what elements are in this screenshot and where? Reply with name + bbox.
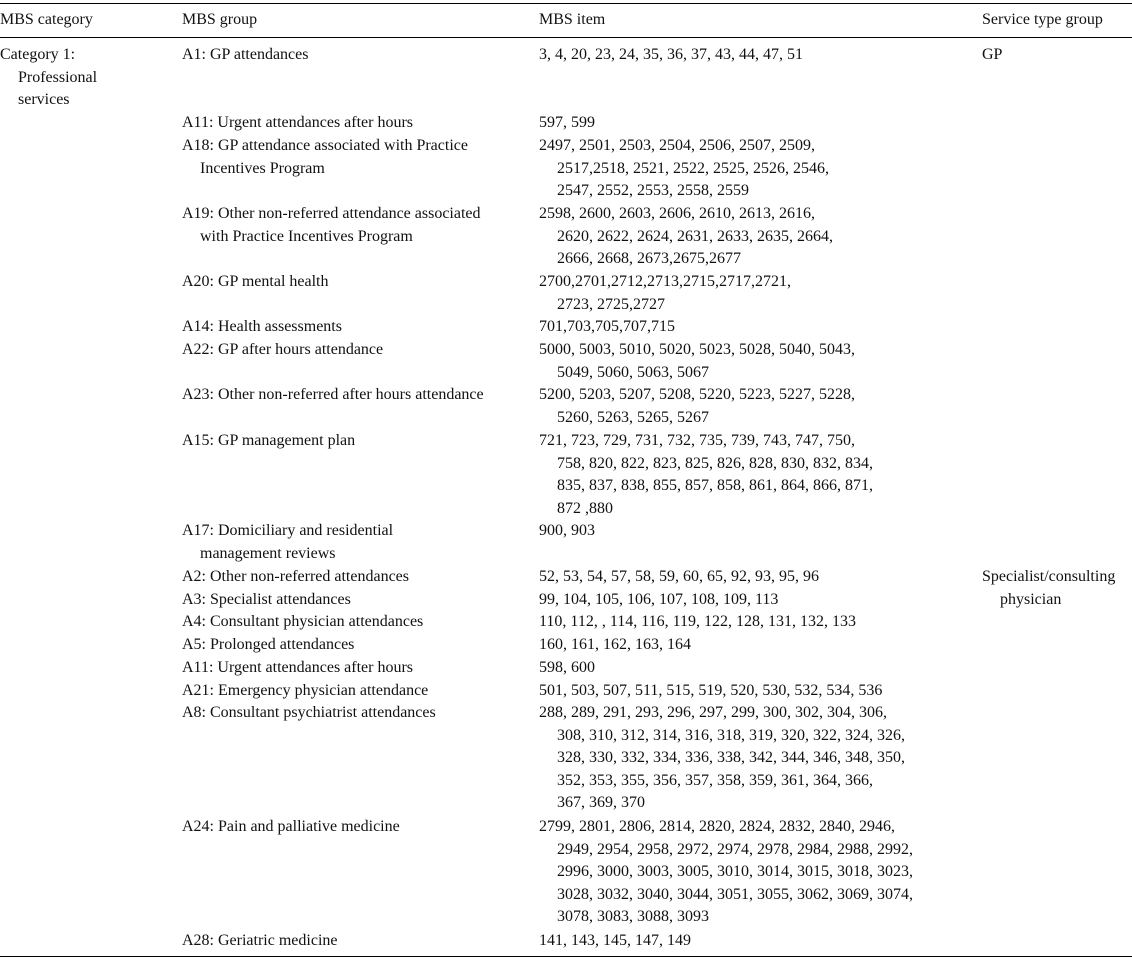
items-cell: 597, 599 (539, 114, 595, 131)
items-cell: 2497, 2501, 2503, 2504, 2506, 2507, 2509, 2517,2518, 2521, 2522, 2525, 2526, 2546, 2547, 2552, 2553, 2558, 2559 (539, 137, 829, 199)
items-cell: 99, 104, 105, 106, 107, 108, 109, 113 (539, 591, 779, 608)
items-cell: 2799, 2801, 2806, 2814, 2820, 2824, 2832, 2840, 2946, 2949, 2954, 2958, 2972, 2974, 2978, 2984, 2988, 2992, 2996, 3000, 3003, 3005, 3010, 3014, 3015, 3018, 3023, 3028, 3032, 3040, 3044, 3051, 3055, 3062, 3069, 3074, 3078, 3083, 3088, 3093 (539, 818, 913, 925)
items-cell: 288, 289, 291, 293, 296, 297, 299, 300, 302, 304, 306, 308, 310, 312, 314, 316, 318, 319, 320, 322, 324, 326, 328, 330, 332, 334, 336, 338, 342, 344, 346, 348, 350, 352, 353, 355, 356, 357, 358, 359, 361, 364, 366, 367, 369, 370 (539, 704, 905, 811)
group-cell: A1: GP attendances (182, 46, 309, 63)
group-cell: A28: Geriatric medicine (182, 932, 338, 949)
group-cell: A18: GP attendance associated with Practice Incentives Program (182, 137, 468, 177)
group-cell: A23: Other non-referred after hours attendance (182, 386, 484, 403)
group-cell: A14: Health assessments (182, 318, 342, 335)
group-cell: A2: Other non-referred attendances (182, 568, 409, 585)
group-cell: A22: GP after hours attendance (182, 341, 384, 358)
service-type-specialist: Specialist/consulting physician (982, 568, 1116, 608)
items-cell: 598, 600 (539, 659, 595, 676)
service-type-gp: GP (982, 46, 1003, 63)
table-header-rule (0, 37, 1132, 38)
items-cell: 5200, 5203, 5207, 5208, 5220, 5223, 5227, 5228, 5260, 5263, 5265, 5267 (539, 386, 855, 426)
header-mbs-item: MBS item (539, 11, 606, 28)
items-cell: 141, 143, 145, 147, 149 (539, 932, 691, 949)
header-service-type-group: Service type group (982, 11, 1103, 28)
group-cell: A24: Pain and palliative medicine (182, 818, 400, 835)
items-cell: 501, 503, 507, 511, 515, 519, 520, 530, 532, 534, 536 (539, 682, 883, 699)
group-cell: A3: Specialist attendances (182, 591, 351, 608)
items-cell: 2700,2701,2712,2713,2715,2717,2721, 2723, 2725,2727 (539, 273, 791, 313)
group-cell: A20: GP mental health (182, 273, 329, 290)
items-cell: 160, 161, 162, 163, 164 (539, 636, 691, 653)
group-cell: A8: Consultant psychiatrist attendances (182, 704, 436, 721)
items-cell: 3, 4, 20, 23, 24, 35, 36, 37, 43, 44, 47, 51 (539, 46, 803, 63)
group-cell: A5: Prolonged attendances (182, 636, 355, 653)
items-cell: 2598, 2600, 2603, 2606, 2610, 2613, 2616, 2620, 2622, 2624, 2631, 2633, 2635, 2664, 2666, 2668, 2673,2675,2677 (539, 205, 833, 267)
items-cell: 110, 112, , 114, 116, 119, 122, 128, 131, 132, 133 (539, 613, 857, 630)
header-mbs-group: MBS group (182, 11, 258, 28)
header-mbs-category: MBS category (0, 11, 93, 28)
table-top-rule (0, 3, 1132, 4)
group-cell: A4: Consultant physician attendances (182, 613, 424, 630)
group-cell: A15: GP management plan (182, 432, 356, 449)
group-cell: A11: Urgent attendances after hours (182, 659, 414, 676)
items-cell: 900, 903 (539, 522, 595, 539)
items-cell: 52, 53, 54, 57, 58, 59, 60, 65, 92, 93, 95, 96 (539, 568, 819, 585)
items-cell: 701,703,705,707,715 (539, 318, 675, 335)
table-bottom-rule (0, 956, 1132, 957)
group-cell: A21: Emergency physician attendance (182, 682, 429, 699)
items-cell: 5000, 5003, 5010, 5020, 5023, 5028, 5040, 5043, 5049, 5060, 5063, 5067 (539, 341, 855, 381)
category-cell: Category 1: Professional services (0, 46, 98, 108)
group-cell: A17: Domiciliary and residential management reviews (182, 522, 394, 562)
group-cell: A19: Other non-referred attendance associated with Practice Incentives Program (182, 205, 481, 245)
items-cell: 721, 723, 729, 731, 732, 735, 739, 743, 747, 750, 758, 820, 822, 823, 825, 826, 828, 830, 832, 834, 835, 837, 838, 855, 857, 858, 861, 864, 866, 871, 872 ,880 (539, 432, 873, 517)
group-cell: A11: Urgent attendances after hours (182, 114, 414, 131)
